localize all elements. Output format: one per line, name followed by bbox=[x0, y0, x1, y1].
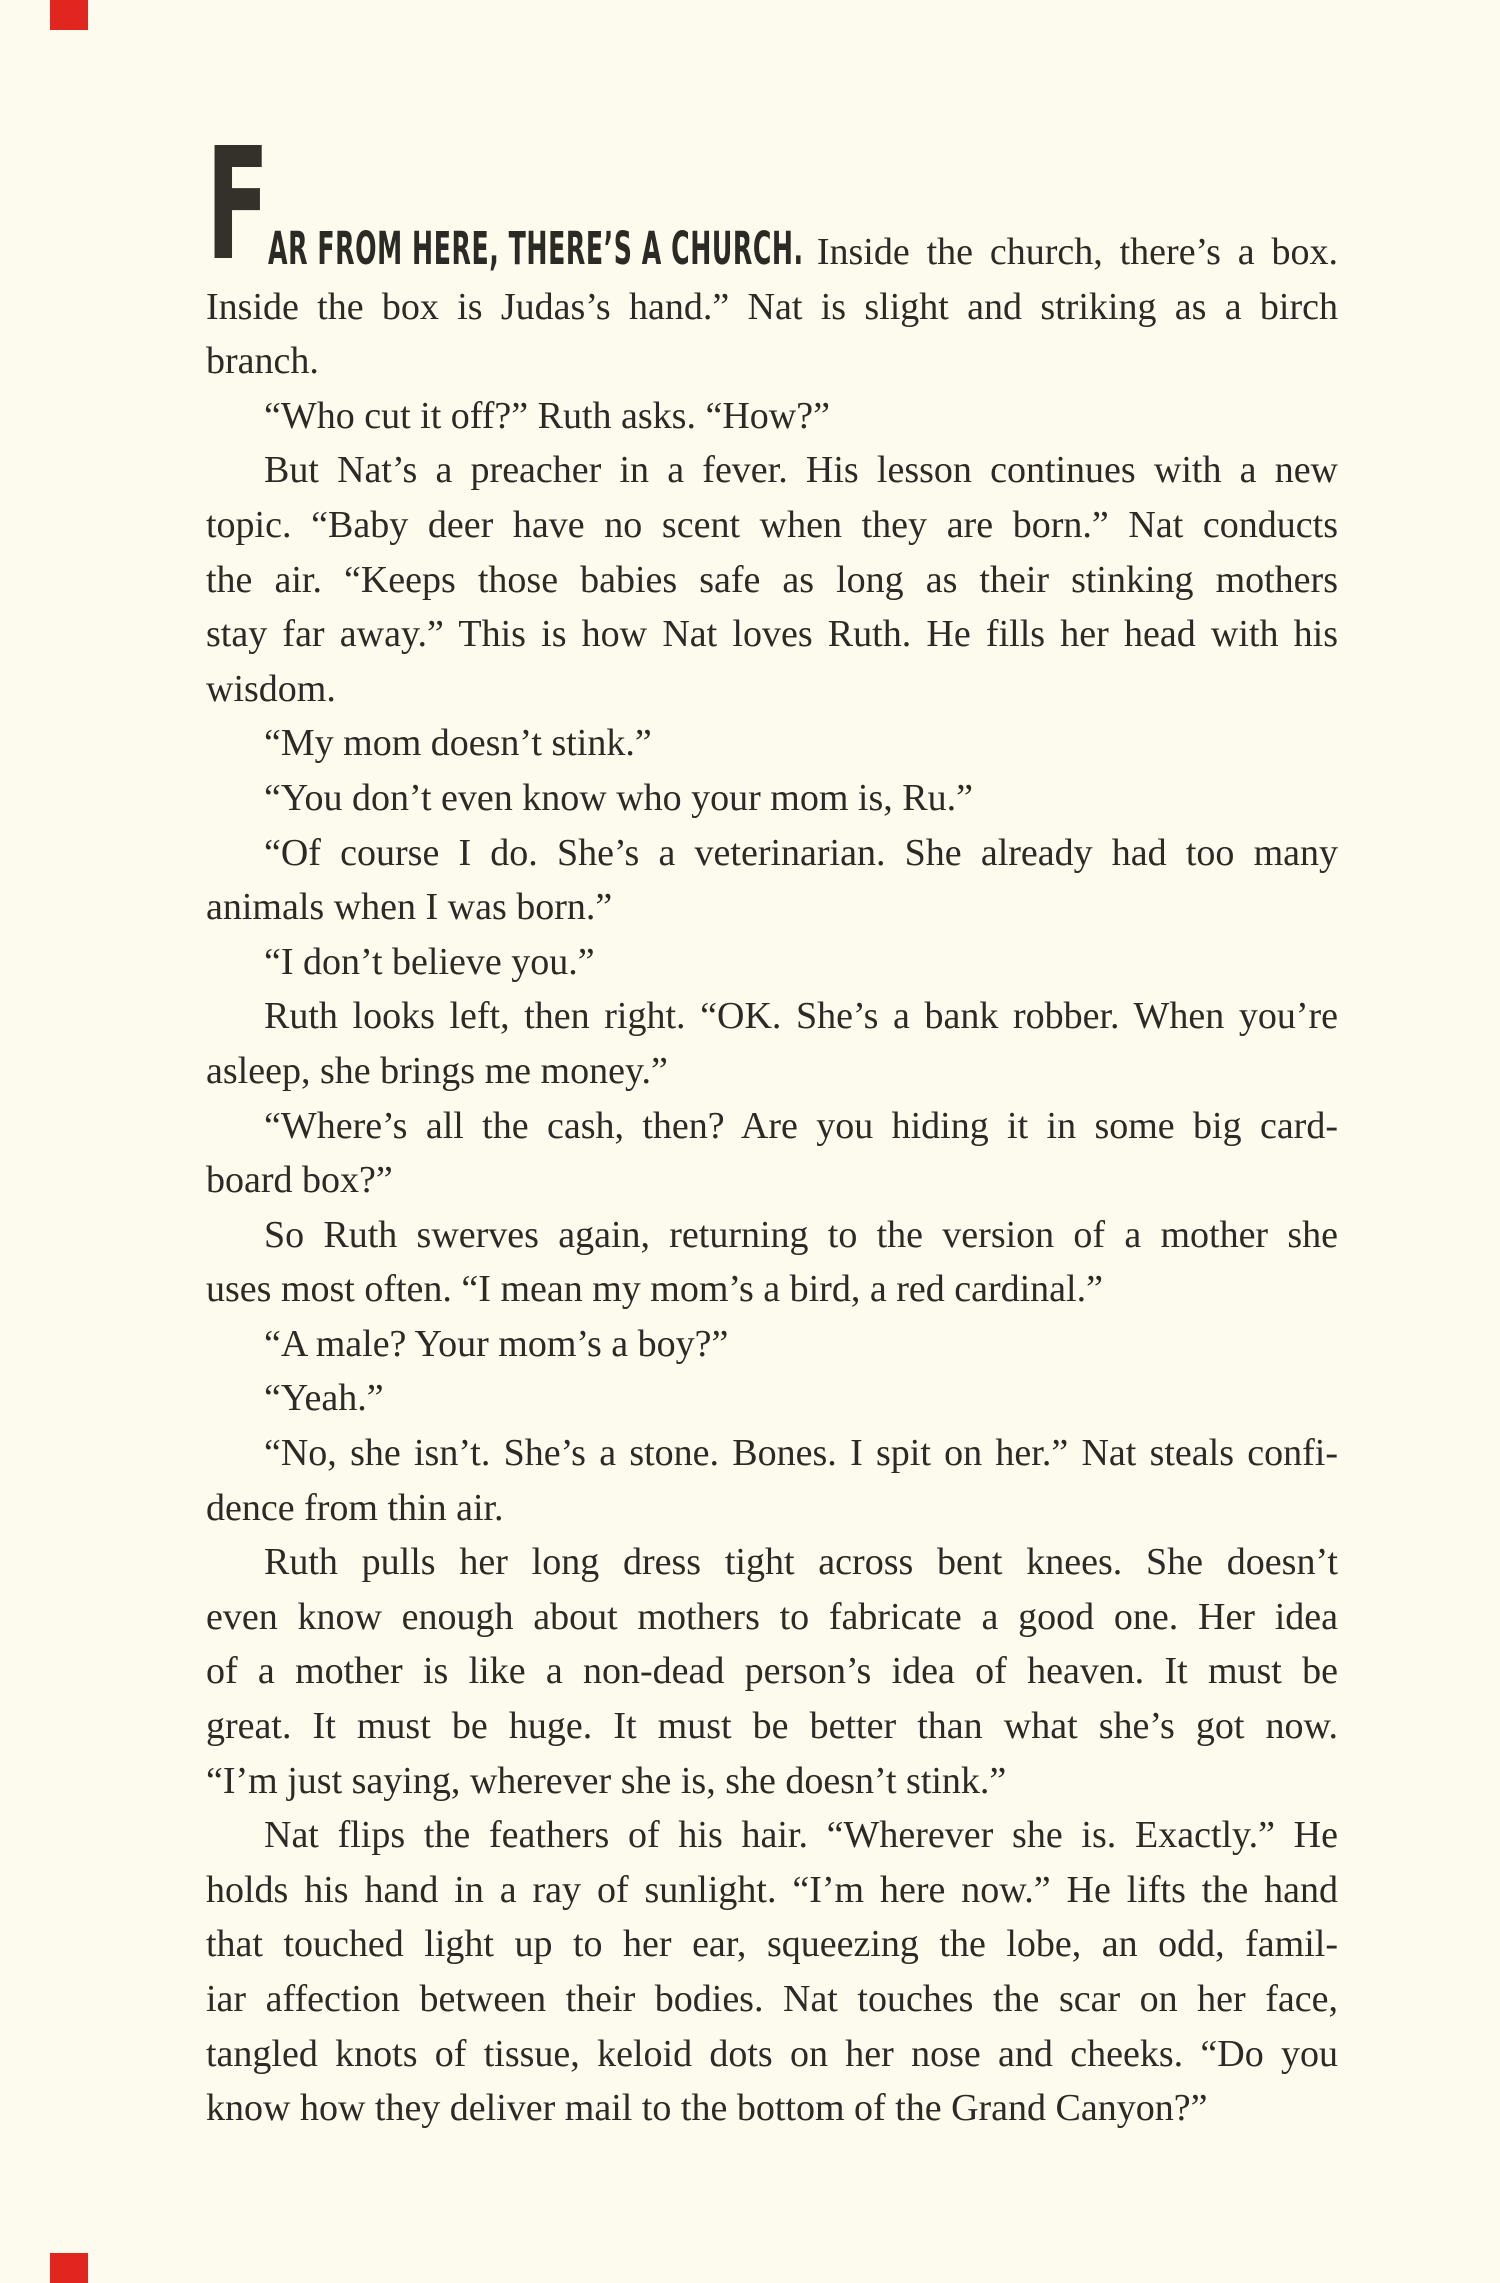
drop-cap-letter: F bbox=[206, 114, 270, 295]
text-line-30: Nat flips the feathers of his hair. “Wherever she is. Exactly.” He bbox=[264, 1814, 1338, 1857]
text-line-26: even know enough about mothers to fabricate a good one. Her idea bbox=[206, 1595, 1338, 1638]
text-line-2: Inside the box is Judas’s hand.” Nat is slight and striking as a birch bbox=[206, 285, 1338, 328]
text-line-35: know how they deliver mail to the bottom of the Grand Canyon?” bbox=[206, 2087, 1208, 2130]
text-line-28: great. It must be huge. It must be better than what she’s got now. bbox=[206, 1705, 1338, 1748]
text-line-3: branch. bbox=[206, 340, 319, 383]
text-line-32: that touched light up to her ear, squeezing the lobe, an odd, famil- bbox=[206, 1923, 1338, 1966]
text-line-9: wisdom. bbox=[206, 667, 336, 710]
text-line-11: “You don’t even know who your mom is, Ru.” bbox=[264, 776, 973, 819]
text-line-10: “My mom doesn’t stink.” bbox=[264, 722, 652, 765]
text-line-5: But Nat’s a preacher in a fever. His lesson continues with a new bbox=[264, 449, 1338, 492]
text-line-34: tangled knots of tissue, keloid dots on her nose and cheeks. “Do you bbox=[206, 2032, 1338, 2075]
opening-phrase-caps bbox=[268, 222, 804, 280]
text-line-16: asleep, she brings me money.” bbox=[206, 1049, 668, 1092]
text-line-7: the air. “Keeps those babies safe as long as their stinking mothers bbox=[206, 558, 1338, 601]
text-line-6: topic. “Baby deer have no scent when they are born.” Nat conducts bbox=[206, 503, 1338, 546]
text-line-15: Ruth looks left, then right. “OK. She’s a bank robber. When you’re bbox=[264, 995, 1338, 1038]
text-line-18: board box?” bbox=[206, 1159, 393, 1202]
text-line-24: dence from thin air. bbox=[206, 1486, 504, 1529]
text-line-1 bbox=[206, 222, 1338, 280]
text-line-31: holds his hand in a ray of sunlight. “I’m here now.” He lifts the hand bbox=[206, 1868, 1338, 1911]
scan-mark-bottom-left bbox=[50, 2253, 88, 2283]
text-column bbox=[206, 222, 1338, 2136]
text-line-23: “No, she isn’t. She’s a stone. Bones. I spit on her.” Nat steals confi- bbox=[264, 1432, 1338, 1475]
text-line-17: “Where’s all the cash, then? Are you hiding it in some big card- bbox=[264, 1104, 1338, 1147]
text-line-29: “I’m just saying, wherever she is, she doesn’t stink.” bbox=[206, 1759, 1007, 1802]
scan-mark-top-left bbox=[50, 0, 88, 30]
text-line-27: of a mother is like a non-dead person’s idea of heaven. It must be bbox=[206, 1650, 1338, 1693]
text-line-4: “Who cut it off?” Ruth asks. “How?” bbox=[264, 394, 830, 437]
opening-sentence-rest: Inside the church, there’s a box. bbox=[800, 231, 1338, 273]
text-line-22: “Yeah.” bbox=[264, 1377, 384, 1420]
opening-phrase-caps-text: AR FROM HERE, THERE’S A CHURCH. bbox=[268, 222, 804, 275]
text-line-25: Ruth pulls her long dress tight across bent knees. She doesn’t bbox=[264, 1541, 1338, 1584]
text-line-12: “Of course I do. She’s a veterinarian. She already had too many bbox=[264, 831, 1338, 874]
text-line-14: “I don’t believe you.” bbox=[264, 940, 595, 983]
text-line-33: iar affection between their bodies. Nat touches the scar on her face, bbox=[206, 1978, 1338, 2020]
text-line-13: animals when I was born.” bbox=[206, 886, 613, 929]
text-line-19: So Ruth swerves again, returning to the version of a mother she bbox=[264, 1213, 1338, 1256]
text-line-8: stay far away.” This is how Nat loves Ruth. He fills her head with his bbox=[206, 613, 1338, 656]
text-line-20: uses most often. “I mean my mom’s a bird, a red cardinal.” bbox=[206, 1268, 1103, 1311]
text-line-21: “A male? Your mom’s a boy?” bbox=[264, 1322, 729, 1365]
